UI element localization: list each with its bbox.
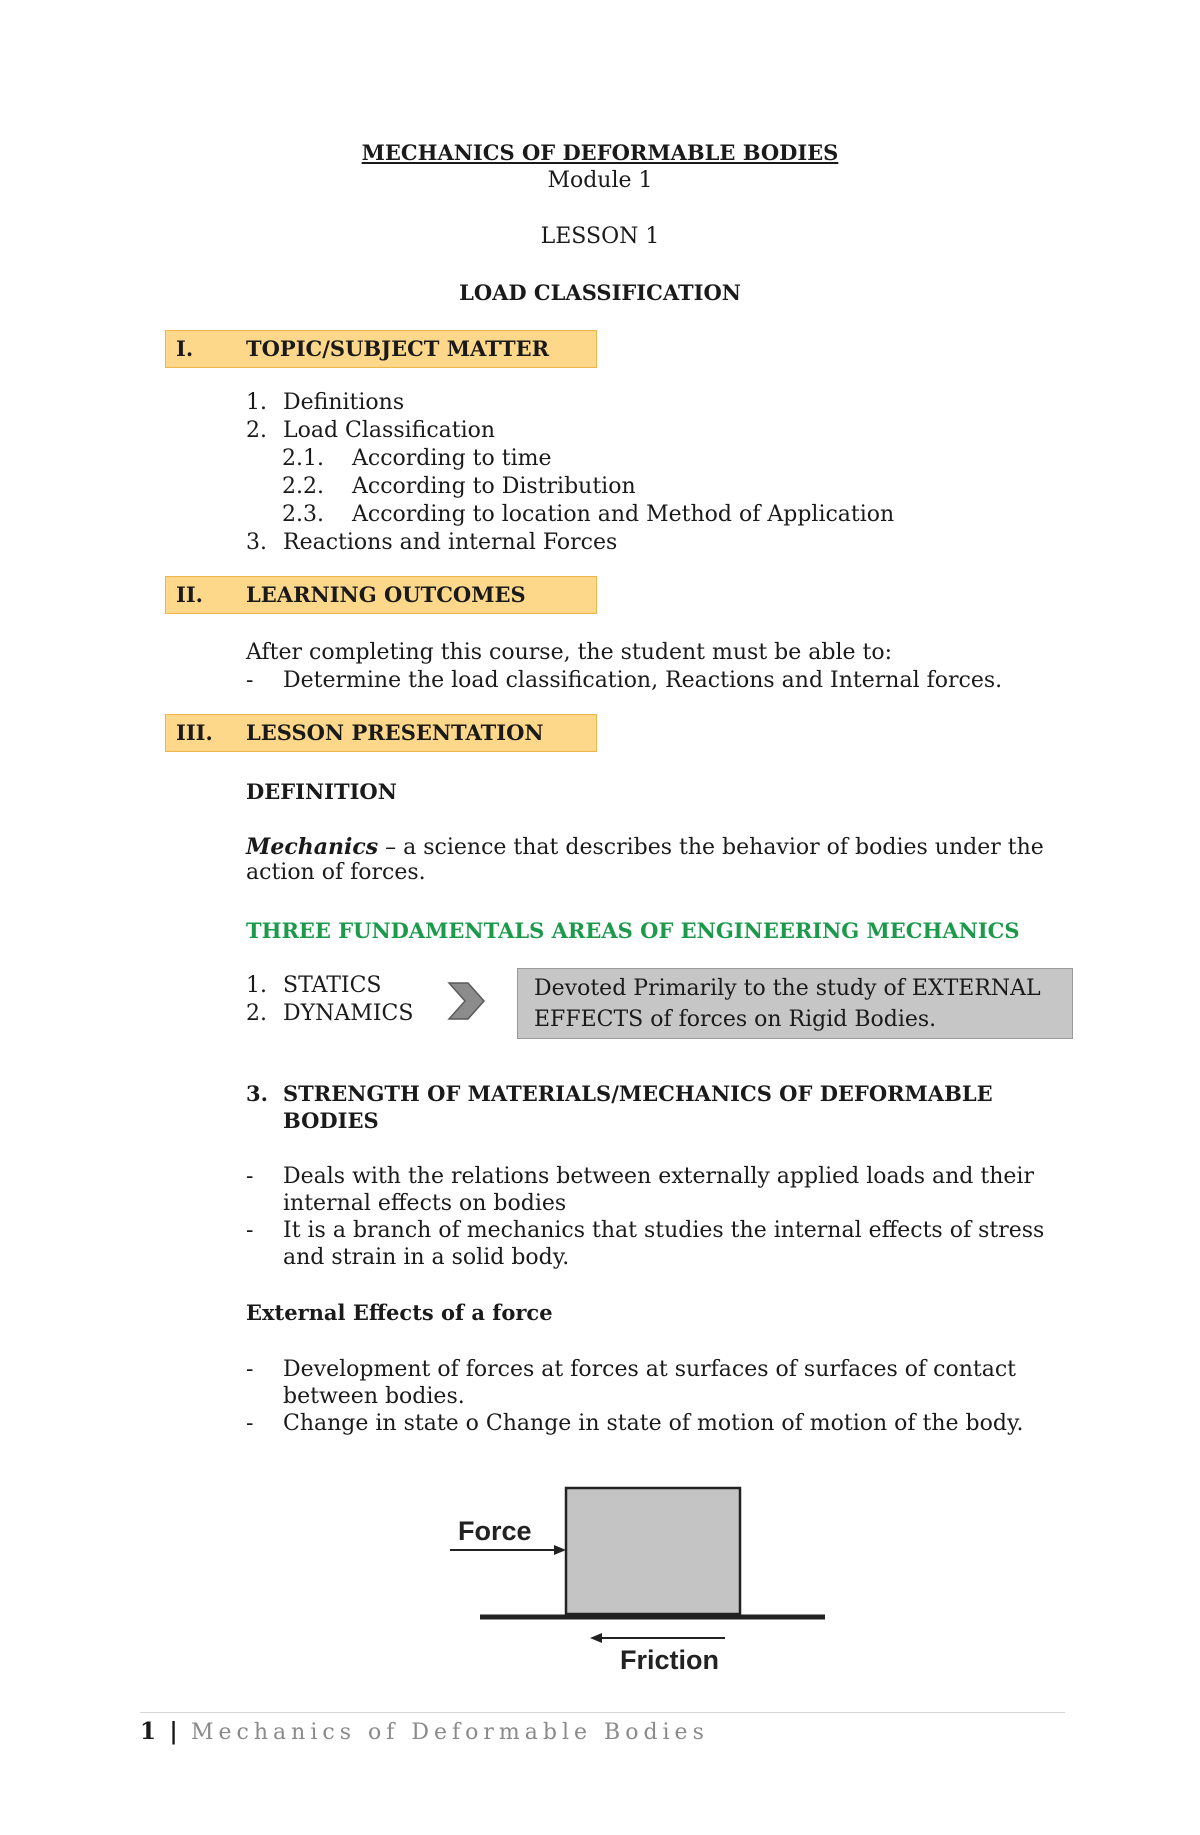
area-item-statics: STATICS [283, 973, 382, 998]
section-label: LESSON PRESENTATION [246, 720, 544, 745]
list-item-text: Reactions and internal Forces [283, 530, 618, 555]
footer-separator: | [169, 1718, 178, 1745]
section-bar-presentation [165, 714, 597, 752]
outcome-item: Determine the load classification, Reactions and Internal forces. [283, 668, 1003, 693]
strength-bullet-cont: and strain in a solid body. [283, 1245, 570, 1270]
definition-heading: DEFINITION [246, 779, 397, 804]
list-number: 1. [246, 973, 267, 998]
list-item-text: Definitions [283, 390, 405, 415]
list-item [246, 418, 267, 443]
list-item-text: According to Distribution [352, 474, 636, 499]
bullet-marker: - [246, 1164, 254, 1189]
list-number: 2.2. [282, 474, 324, 499]
list-item-text: Load Classification [283, 418, 496, 443]
bullet-marker: - [246, 1411, 254, 1436]
external-bullet: Development of forces at forces at surfaces of surfaces of contact [283, 1357, 1017, 1382]
area-item-dynamics: DYNAMICS [283, 1001, 414, 1026]
strength-bullet-cont: internal effects on bodies [283, 1191, 567, 1216]
force-friction-diagram [440, 1480, 830, 1680]
list-number: 2.1. [282, 446, 324, 471]
module-label: Module 1 [547, 168, 653, 193]
callout-text-line1: Devoted Primarily to the study of EXTERNAL [534, 976, 1041, 1001]
footer-text: Mechanics of Deformable Bodies [191, 1720, 709, 1745]
list-item-text: According to time [352, 446, 552, 471]
list-number: 1. [246, 390, 267, 415]
bullet-marker: - [246, 1357, 254, 1382]
definition-term: Mechanics [246, 834, 379, 860]
callout-box [517, 968, 1073, 1039]
document-title: MECHANICS OF DEFORMABLE BODIES [361, 140, 839, 165]
strength-bullet: It is a branch of mechanics that studies the internal effects of stress [283, 1218, 1045, 1243]
bullet-marker: - [246, 1218, 254, 1243]
chevron-right-icon [446, 980, 488, 1022]
areas-heading: THREE FUNDAMENTALS AREAS OF ENGINEERING MECHANICS [246, 918, 1020, 943]
footer [140, 1718, 709, 1745]
strength-bullet: Deals with the relations between externally applied loads and their [283, 1164, 1034, 1189]
strength-heading-cont: BODIES [283, 1108, 379, 1133]
callout-text-line2: EFFECTS of forces on Rigid Bodies. [534, 1007, 937, 1032]
force-label: Force [458, 1516, 532, 1546]
external-heading: External Effects of a force [246, 1300, 553, 1325]
external-bullet: Change in state o Change in state of motion of motion of the body. [283, 1411, 1024, 1436]
lesson-title: LOAD CLASSIFICATION [459, 280, 741, 305]
lesson-label: LESSON 1 [540, 224, 660, 249]
list-number: 3. [246, 1081, 268, 1106]
bullet-marker: - [246, 668, 254, 693]
list-item [246, 390, 267, 415]
section-label: LEARNING OUTCOMES [246, 582, 526, 607]
list-number: 2.3. [282, 502, 324, 527]
list-number: 3. [246, 530, 267, 555]
friction-label: Friction [620, 1645, 719, 1675]
definition-text-cont: action of forces. [246, 860, 426, 885]
section-bar-topic [165, 330, 597, 368]
list-number: 2. [246, 1001, 267, 1026]
section-number: II. [176, 582, 203, 607]
footer-divider [140, 1712, 1065, 1713]
page-number: 1 [140, 1718, 157, 1745]
outcomes-intro: After completing this course, the student must be able to: [246, 640, 893, 665]
section-bar-outcomes [165, 576, 597, 614]
list-number: 2. [246, 418, 267, 443]
definition-text: – a science that describes the behavior of bodies under the [378, 835, 1044, 860]
section-label: TOPIC/SUBJECT MATTER [246, 336, 550, 361]
external-bullet-cont: between bodies. [283, 1384, 465, 1409]
strength-heading: STRENGTH OF MATERIALS/MECHANICS OF DEFORMABLE [283, 1081, 993, 1106]
list-item-text: According to location and Method of Application [352, 502, 895, 527]
block-shape [566, 1488, 740, 1614]
section-number: III. [176, 720, 213, 745]
definition-paragraph [246, 834, 1044, 860]
section-number: I. [176, 336, 194, 361]
